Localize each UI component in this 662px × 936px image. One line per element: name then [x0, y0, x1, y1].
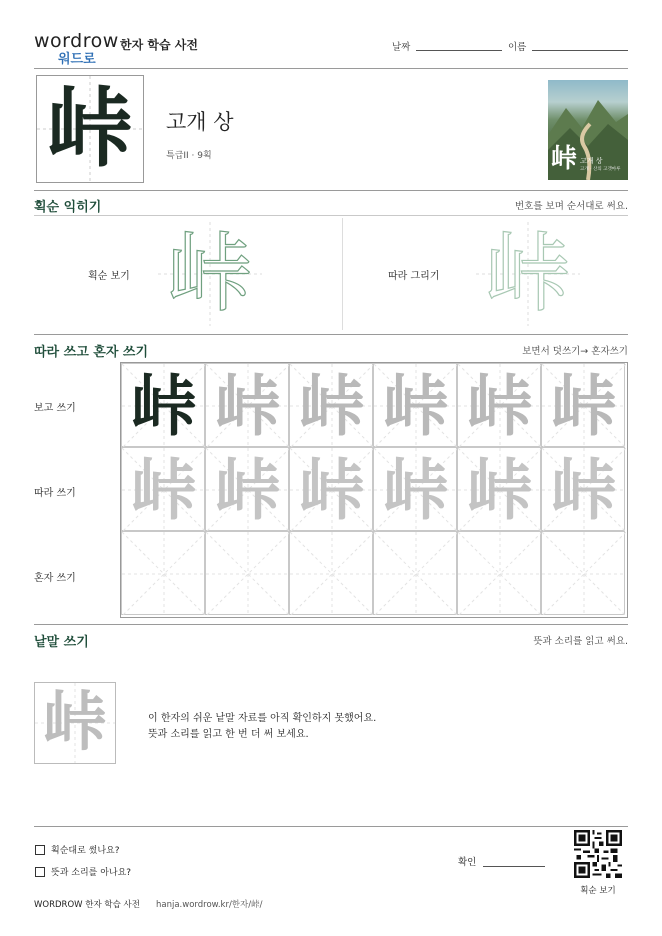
check-meaning-label: 뜻과 소리를 아나요? — [51, 868, 132, 878]
ghost-character: 峠 — [215, 367, 281, 445]
thumb-subtitle: 고개 · 산의 고갯마루 — [580, 167, 621, 172]
ghost-character: 峠 — [215, 451, 281, 529]
stroke-section-title: 획순 익히기 — [34, 200, 102, 215]
stroke-view-figure[interactable] — [158, 222, 262, 326]
practice-grid — [120, 362, 628, 618]
practice-cell[interactable] — [205, 363, 289, 447]
footer-brand: WORDROW 한자 학습 사전 — [34, 900, 140, 910]
stroke-trace-figure[interactable] — [476, 222, 580, 326]
name-label: 이름 — [508, 42, 527, 53]
word-char-box[interactable] — [34, 682, 116, 764]
stroke-section-divider — [34, 215, 628, 216]
model-character: 峠 — [131, 367, 197, 445]
logo — [34, 30, 119, 67]
footer-url[interactable]: hanja.wordrow.kr/한자/峠/ — [156, 900, 263, 910]
date-field[interactable] — [416, 50, 502, 51]
practice-cell[interactable] — [541, 363, 625, 447]
practice-cell[interactable] — [121, 363, 205, 447]
ghost-character: 峠 — [131, 451, 197, 529]
confirm-label: 확인 — [458, 857, 477, 868]
practice-cell[interactable] — [541, 447, 625, 531]
practice-cell[interactable] — [457, 447, 541, 531]
practice-row-label: 따라 쓰기 — [34, 488, 76, 499]
practice-bottom-divider — [34, 624, 628, 625]
ghost-character: 峠 — [551, 451, 617, 529]
practice-cell-empty[interactable] — [373, 531, 457, 615]
logo-korean: 워드로 — [58, 52, 96, 67]
word-message-line2: 뜻과 소리를 읽고 한 번 더 써 보세요. — [148, 729, 309, 740]
hero-thumbnail — [548, 80, 628, 180]
checkbox-meaning[interactable] — [35, 867, 45, 877]
hero-divider — [34, 190, 628, 191]
word-message-line1: 이 한자의 쉬운 낱말 자료를 아직 확인하지 못했어요. — [148, 713, 377, 724]
stroke-section-hint: 번호를 보며 순서대로 써요. — [514, 201, 628, 212]
practice-cell[interactable] — [289, 447, 373, 531]
stroke-bottom-divider — [34, 334, 628, 335]
ghost-character: 峠 — [551, 367, 617, 445]
practice-cell-empty[interactable] — [541, 531, 625, 615]
hero-char-box — [36, 75, 144, 183]
name-field[interactable] — [532, 50, 628, 51]
ghost-character: 峠 — [299, 367, 365, 445]
word-character: 峠 — [43, 685, 107, 760]
header-divider — [34, 68, 628, 69]
practice-section-title: 따라 쓰고 혼자 쓰기 — [34, 345, 149, 360]
practice-cell-empty[interactable] — [457, 531, 541, 615]
app-title: 한자 학습 사전 — [120, 38, 198, 52]
ghost-character: 峠 — [467, 367, 533, 445]
qr-code-icon[interactable] — [574, 830, 622, 878]
hero-meaning: 고개 상 — [166, 110, 234, 134]
ghost-character: 峠 — [467, 451, 533, 529]
practice-cell[interactable] — [373, 363, 457, 447]
practice-cell-empty[interactable] — [205, 531, 289, 615]
practice-cell[interactable] — [457, 363, 541, 447]
confirm-field[interactable] — [483, 866, 545, 867]
date-label: 날짜 — [392, 42, 411, 53]
stroke-view-character: 峠 — [167, 224, 253, 324]
stroke-vertical-divider — [342, 218, 343, 330]
stroke-view-label: 획순 보기 — [88, 271, 130, 282]
word-section-hint: 뜻과 소리를 읽고 써요. — [533, 636, 628, 647]
hero-character: 峠 — [47, 78, 133, 179]
practice-cell[interactable] — [205, 447, 289, 531]
hero-grade: 특급II · 9획 — [166, 151, 212, 161]
stroke-trace-label: 따라 그리기 — [388, 271, 440, 282]
thumb-character: 峠 — [551, 144, 578, 174]
practice-cell-empty[interactable] — [289, 531, 373, 615]
logo-wordmark: wordrow — [34, 30, 119, 52]
ghost-character: 峠 — [383, 367, 449, 445]
stroke-trace-character: 峠 — [485, 224, 571, 324]
practice-row-label: 혼자 쓰기 — [34, 573, 76, 584]
practice-cell[interactable] — [373, 447, 457, 531]
word-section-title: 낱말 쓰기 — [34, 635, 89, 650]
check-stroke-order-label: 획순대로 썼나요? — [51, 846, 120, 856]
practice-section-hint: 보면서 덧쓰기→ 혼자쓰기 — [522, 346, 628, 357]
footer-divider — [34, 826, 628, 827]
checkbox-stroke-order[interactable] — [35, 845, 45, 855]
practice-cell[interactable] — [289, 363, 373, 447]
ghost-character: 峠 — [299, 451, 365, 529]
qr-caption: 획순 보기 — [580, 886, 616, 896]
practice-row-label: 보고 쓰기 — [34, 403, 76, 414]
thumb-title: 고개 상 — [580, 157, 603, 165]
ghost-character: 峠 — [383, 451, 449, 529]
practice-cell-empty[interactable] — [121, 531, 205, 615]
practice-cell[interactable] — [121, 447, 205, 531]
